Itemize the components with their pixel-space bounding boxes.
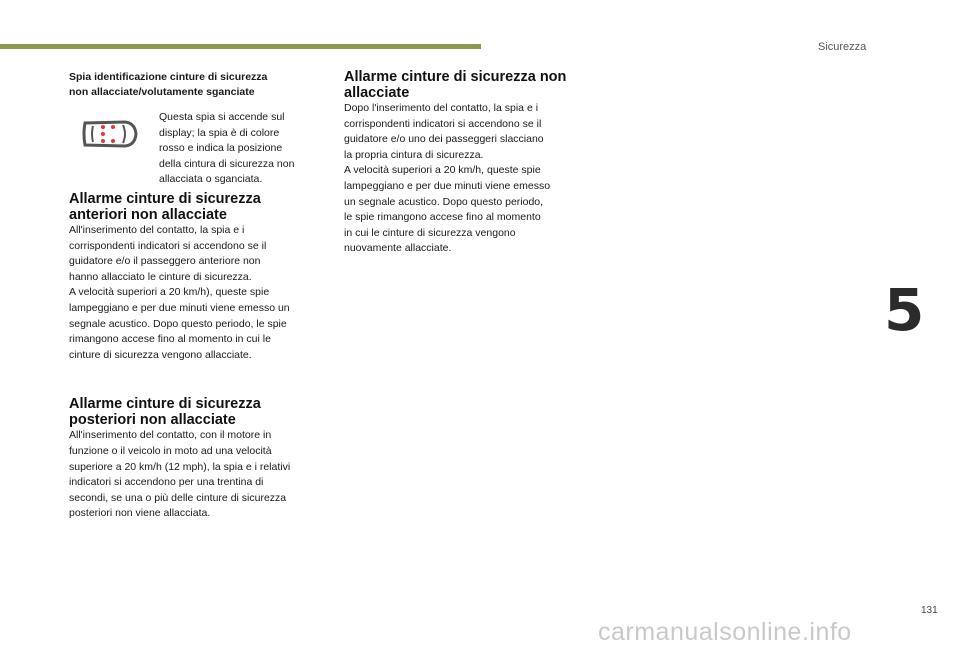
section-title: Sicurezza <box>818 41 867 53</box>
rear-heading: Allarme cinture di sicurezza posteriori non allacciate <box>69 396 261 428</box>
seatbelt-warning-block <box>69 70 327 192</box>
front-heading: Allarme cinture di sicurezza anteriori non allacciate <box>69 191 261 223</box>
warning-subheading: Spia identificazione cinture di sicurezza non allacciate/volutamente sganciate <box>69 71 268 98</box>
front-body: All'inserimento del contatto, la spia e i corrispondenti indicatori si accendono se il guidatore e/o il passeggero anteriore non hanno allacciato le cinture di sicurezza. A velocità superiori a 20 km/h), queste spie lampeggiano e per due minuti viene emesso un segnale acustico. Dopo questo periodo, le spie rimangono accese fino al momento in cui le cinture di sicurezza vengono allacciate. <box>69 224 290 361</box>
general-heading: Allarme cinture di sicurezza non allacciate <box>344 69 567 101</box>
chapter-number: 5 <box>884 276 925 344</box>
warning-description: Questa spia si accende sul display; la spia è di colore rosso e indica la posizione della cintura di sicurezza non allacciata o sganciata. <box>159 111 295 185</box>
rear-body: All'inserimento del contatto, con il motore in funzione o il veicolo in moto ad una velocità superiore a 20 km/h (12 mph), la spia e i relativi indicatori si accendono per una trentina di secondi, se una o più delle cinture di sicurezza posteriori non viene allacciata. <box>69 429 291 520</box>
right-column <box>344 70 594 257</box>
left-column <box>69 70 327 522</box>
seatbelt-car-icon <box>79 117 139 151</box>
header-bar <box>0 44 481 49</box>
general-body: Dopo l'inserimento del contatto, la spia e i corrispondenti indicatori si accendono se il guidatore e/o uno dei passeggeri slacciano la propria cintura di sicurezza. A velocità superiori a 20 km/h, queste spie lampeggiano e per due minuti viene emesso un segnale acustico. Dopo questo periodo, le spie rimangono accese fino al momento in cui le cinture di sicurezza vengono nuovamente allacciate. <box>344 102 551 255</box>
watermark: carmanualsonline.info <box>598 618 852 646</box>
page-number: 131 <box>921 605 938 616</box>
